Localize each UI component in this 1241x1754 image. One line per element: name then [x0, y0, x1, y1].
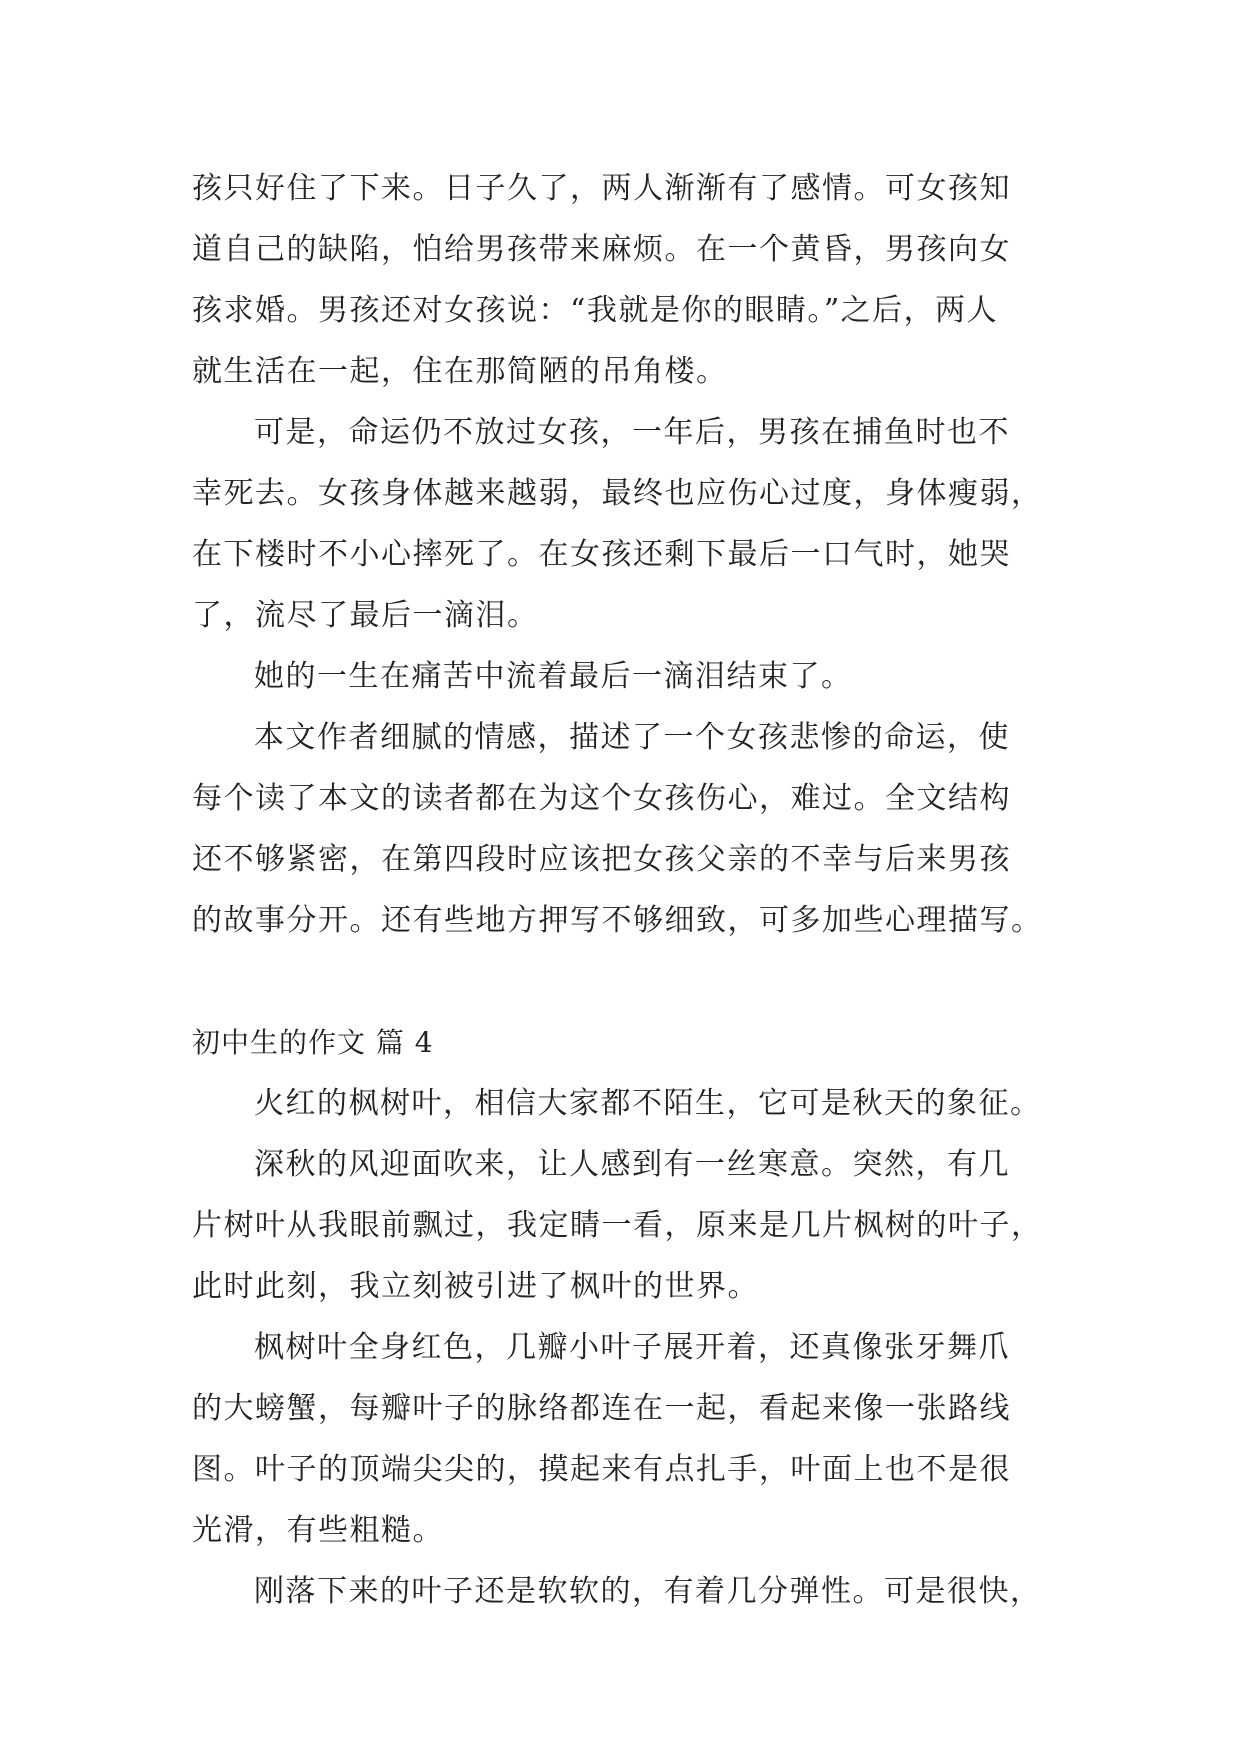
paragraph — [192, 1317, 1054, 1561]
text-line: 的故事分开。还有些地方押写不够细致，可多加些心理描写。 — [192, 903, 1043, 938]
text-line: 刚落下来的叶子还是软软的，有着几分弹性。可是很快， — [254, 1574, 1042, 1609]
text-line: 孩求婚。男孩还对女孩说：“我就是你的眼睛。”之后，两人 — [192, 293, 999, 328]
section-spacer — [192, 951, 1054, 1012]
text-line: 此时此刻，我立刻被引进了枫叶的世界。 — [192, 1269, 759, 1304]
paragraph — [192, 1561, 1054, 1622]
text-line: 道自己的缺陷，怕给男孩带来麻烦。在一个黄昏，男孩向女 — [192, 232, 1011, 267]
text-line: 在下楼时不小心摔死了。在女孩还剩下最后一口气时，她哭 — [192, 537, 1011, 572]
paragraph — [192, 646, 1054, 707]
document-page — [192, 158, 1054, 1622]
text-line: 火红的枫树叶，相信大家都不陌生，它可是秋天的象征。 — [254, 1086, 1042, 1121]
paragraph — [192, 158, 1054, 402]
text-line: 孩只好住了下来。日子久了，两人渐渐有了感情。可女孩知 — [192, 171, 1011, 206]
paragraph — [192, 402, 1054, 646]
text-line: 本文作者细腻的情感，描述了一个女孩悲惨的命运，使 — [254, 720, 1010, 755]
text-line: 图。叶子的顶端尖尖的，摸起来有点扎手，叶面上也不是很 — [192, 1452, 1011, 1487]
paragraph — [192, 1073, 1054, 1134]
text-line: 的大螃蟹，每瓣叶子的脉络都连在一起，看起来像一张路线 — [192, 1391, 1011, 1426]
section-heading: 初中生的作文 篇 4 — [192, 1026, 434, 1059]
text-line: 光滑，有些粗糙。 — [192, 1513, 444, 1548]
text-line: 了，流尽了最后一滴泪。 — [192, 598, 539, 633]
paragraph — [192, 1134, 1054, 1317]
text-line: 片树叶从我眼前飘过，我定睛一看，原来是几片枫树的叶子， — [192, 1208, 1043, 1243]
paragraph — [192, 707, 1054, 951]
text-line: 还不够紧密，在第四段时应该把女孩父亲的不幸与后来男孩 — [192, 842, 1011, 877]
text-line: 枫树叶全身红色，几瓣小叶子展开着，还真像张牙舞爪 — [254, 1330, 1010, 1365]
text-line: 她的一生在痛苦中流着最后一滴泪结束了。 — [254, 659, 853, 694]
text-line: 深秋的风迎面吹来，让人感到有一丝寒意。突然，有几 — [254, 1147, 1010, 1182]
text-line: 就生活在一起，住在那简陋的吊角楼。 — [192, 354, 728, 389]
text-line: 幸死去。女孩身体越来越弱，最终也应伤心过度，身体瘦弱， — [192, 476, 1043, 511]
text-line: 每个读了本文的读者都在为这个女孩伤心，难过。全文结构 — [192, 781, 1011, 816]
text-line: 可是，命运仍不放过女孩，一年后，男孩在捕鱼时也不 — [254, 415, 1010, 450]
